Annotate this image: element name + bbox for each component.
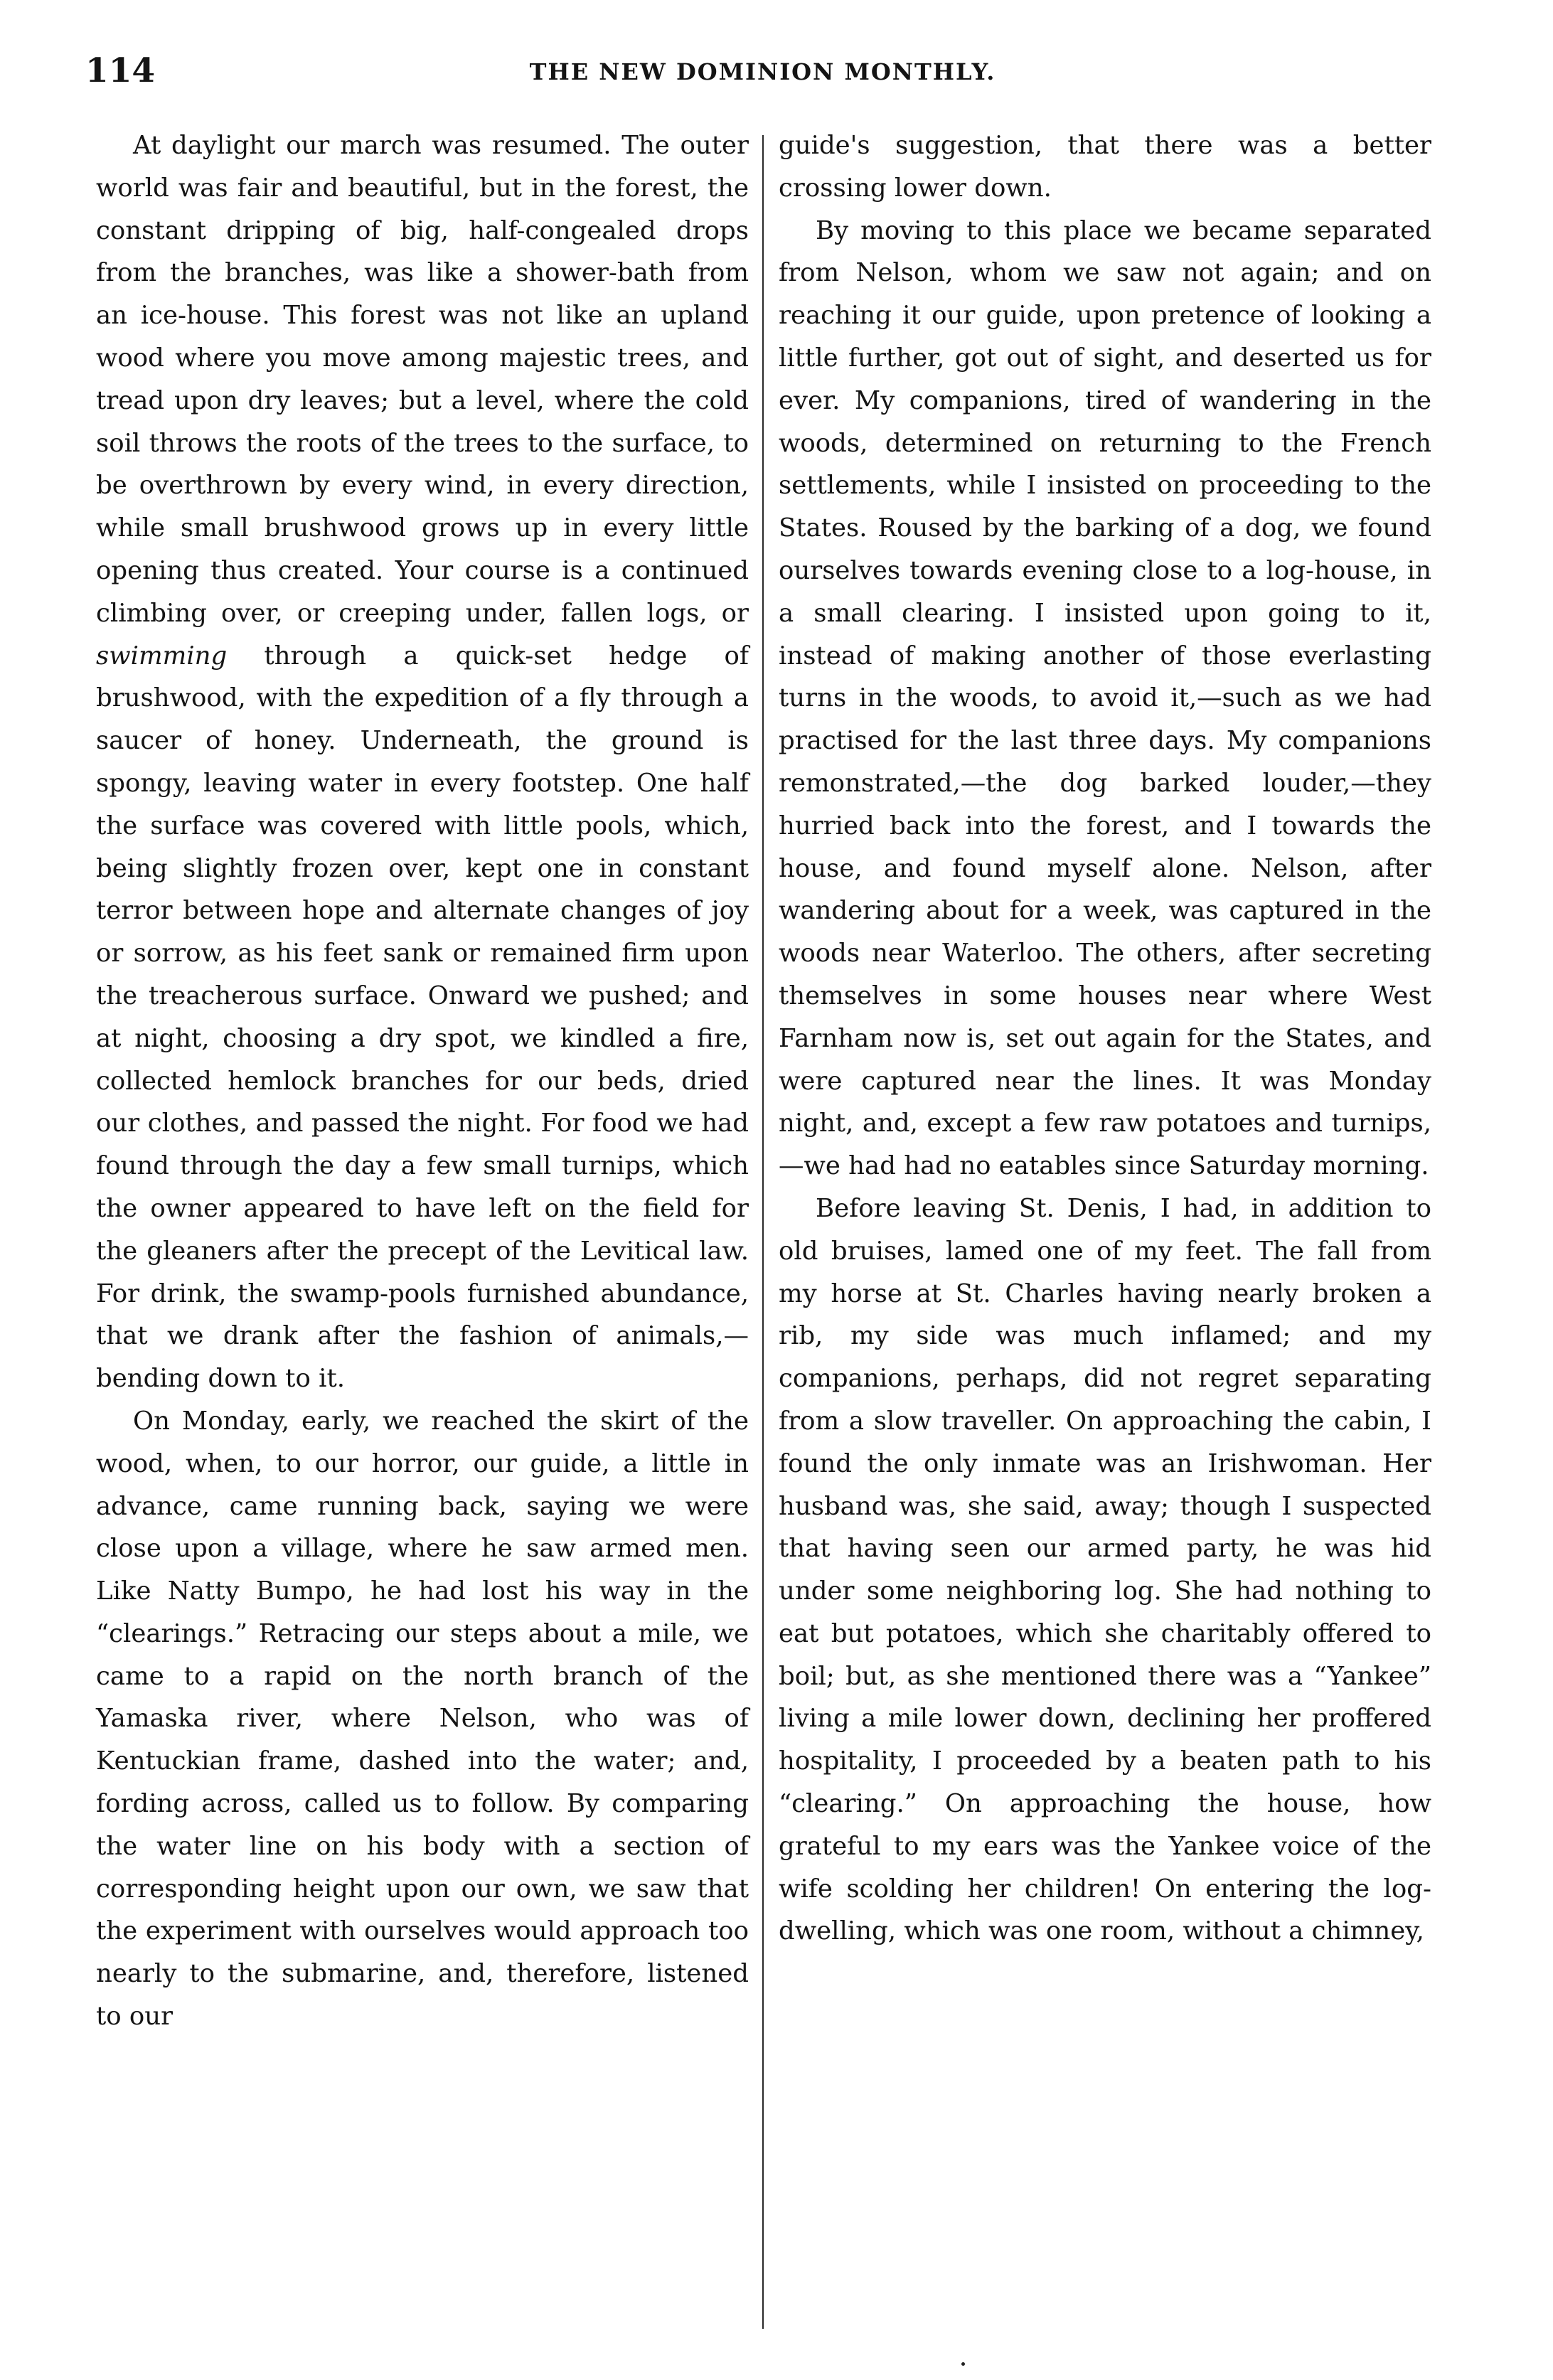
paragraph [96,124,749,1400]
right-column [779,124,1431,1953]
left-column [96,124,749,2038]
column-divider [762,135,764,2329]
paragraph: On Monday, early, we reached the skirt of the wood, when, to our horror, our guide, a little in advance, came running back, saying we were close upon a village, where he saw armed men. Like Natty Bumpo, he had lost his way in the “clearings.” Retracing our steps about a mile, we came to a rapid on the north branch of the Yamaska river, where Nelson, who was of Kentuckian frame, dashed into the water; and, fording across, called us to follow. By comparing the water line on his body with a section of corresponding height upon our own, we saw that the experiment with ourselves would approach too nearly to the submarine, and, therefore, listened to our [96,1406,749,2032]
paragraph: Before leaving St. Denis, I had, in addition to old bruises, lamed one of my feet. The fall from my horse at St. Charles having nearly broken a rib, my side was much inflamed; and my companions, perhaps, did not regret separating from a slow traveller. On approaching the cabin, I found the only inmate was an Irishwoman. Her husband was, she said, away; though I suspected that having seen our armed party, he was hid under some neighboring log. She had nothing to eat but potatoes, which she charitably offered to boil; but, as she mentioned there was a “Yankee” living a mile lower down, declining her proffered hospitality, I proceeded by a beaten path to his “clearing.” On approaching the house, how grateful to my ears was the Yankee voice of the wife scolding her children! On entering the log-dwelling, which was one room, without a chimney, [779,1193,1431,1946]
page-header [85,51,1440,108]
running-title: THE NEW DOMINION MONTHLY. [529,58,996,85]
text-run: through a quick-set hedge of brushwood, with the expedition of a fly through a saucer of honey. Underneath, the ground is spongy, leaving water in every footstep. One half the surface was covered with little pools, which, being slightly frozen over, kept one in constant terror between hope and alternate changes of joy or sorrow, as his feet sank or remained firm upon the treacherous surface. Onward we pushed; and at night, choosing a dry spot, we kindled a fire, collected hemlock branches for our beds, dried our clothes, and passed the night. For food we had found through the day a few small turnips, which the owner appeared to have left on the field for the gleaners after the precept of the Levitical law. For drink, the swamp-pools furnished abundance, that we drank after the fashion of animals,—bending down to it. [96,641,749,1394]
text-run: At daylight our march was resumed. The outer world was fair and beautiful, but in the forest, the constant dripping of big, half-congealed drops from the branches, was like a shower-bath from an ice-house. This forest was not like an upland wood where you move among majestic trees, and tread upon dry leaves; but a level, where the cold soil throws the roots of the trees to the surface, to be overthrown by every wind, in every direction, while small brushwood grows up in every little opening thus created. Your course is a continued climbing over, or creeping under, fallen logs, or [96,131,749,628]
paragraph-continued: guide's suggestion, that there was a better crossing lower down. [779,131,1431,203]
print-speck [961,2362,965,2366]
page-number: 114 [85,51,156,90]
italic-text: swimming [96,641,228,671]
paragraph: By moving to this place we became separated from Nelson, whom we saw not again; and on reaching it our guide, upon pretence of looking a little further, got out of sight, and deserted us for ever. My companions, tired of wandering in the woods, determined on returning to the French settlements, while I insisted on proceeding to the States. Roused by the barking of a dog, we found ourselves towards evening close to a log-house, in a small clearing. I insisted upon going to it, instead of making another of those everlasting turns in the woods, to avoid it,—such as we had practised for the last three days. My companions remonstrated,—the dog barked louder,—they hurried back into the forest, and I towards the house, and found myself alone. Nelson, after wandering about for a week, was captured in the woods near Waterloo. The others, after secreting themselves in some houses near where West Farnham now is, set out again for the States, and were captured near the lines. It was Monday night, and, except a few raw potatoes and turnips, —we had had no eatables since Saturday morning. [779,215,1431,1181]
